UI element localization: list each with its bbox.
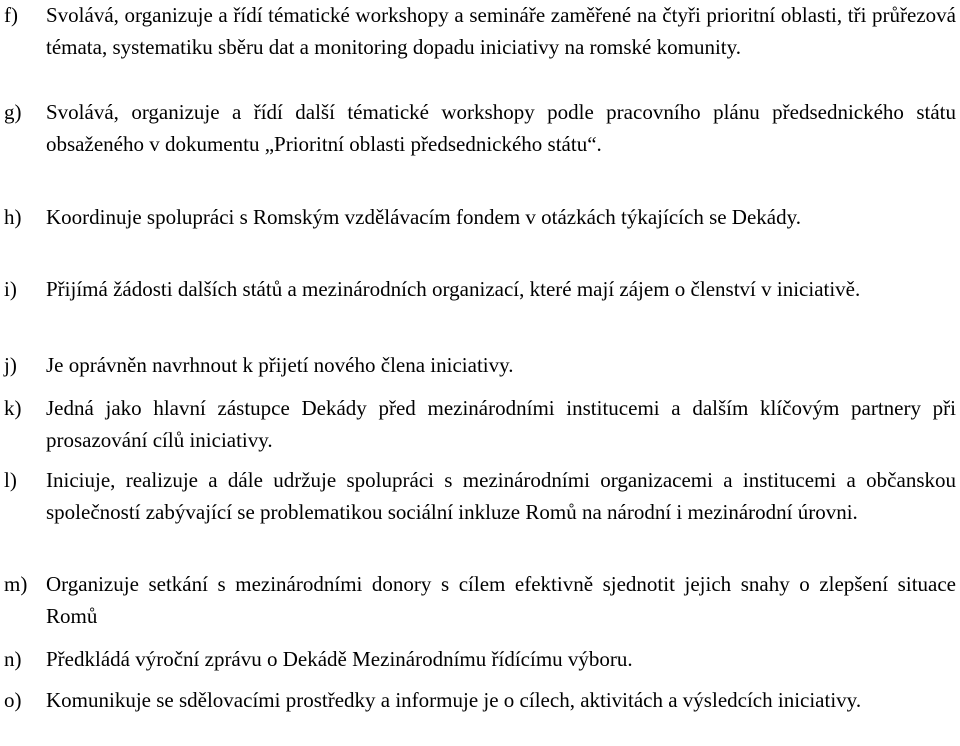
list-item <box>4 0 956 63</box>
list-item-text: Přijímá žádosti dalších států a mezinárodních organizací, které mají zájem o členství v iniciativě. <box>46 277 861 301</box>
list-item-marker: h) <box>4 205 22 229</box>
list-item-marker: o) <box>4 688 22 712</box>
list-item <box>4 464 956 528</box>
list-item-text: Iniciuje, realizuje a dále udržuje spolupráci s mezinárodními organizacemi a institucemi a občanskou společností zabývající se problematikou sociální inkluze Romů na národní i mezinárodní úrovni. <box>46 468 956 524</box>
list-item-marker: f) <box>4 3 18 27</box>
list-item <box>4 96 956 160</box>
list-item-text: Je oprávněn navrhnout k přijetí nového člena iniciativy. <box>46 353 514 377</box>
list-item <box>4 392 956 456</box>
list-item-marker: g) <box>4 100 22 124</box>
list-item-text: Jedná jako hlavní zástupce Dekády před mezinárodními institucemi a dalším klíčovým partnery při prosazování cílů iniciativy. <box>46 396 956 452</box>
list-item <box>4 201 956 233</box>
list-item-marker: j) <box>4 353 17 377</box>
list-item-marker: l) <box>4 468 17 492</box>
list-item-marker: m) <box>4 572 28 596</box>
list-item <box>4 568 956 632</box>
list-item-text: Svolává, organizuje a řídí další tématické workshopy podle pracovního plánu předsednického státu obsaženého v dokumentu „Prioritní oblasti předsednického státu“. <box>46 100 956 156</box>
list-item <box>4 349 956 381</box>
list-item-marker: i) <box>4 277 17 301</box>
list-item <box>4 273 956 305</box>
list-item-text: Svolává, organizuje a řídí tématické workshopy a semináře zaměřené na čtyři prioritní oblasti, tři průřezová témata, systematiku sběru dat a monitoring dopadu iniciativy na romské komunity. <box>46 3 956 59</box>
list-item-text: Organizuje setkání s mezinárodními donory s cílem efektivně sjednotit jejich snahy o zlepšení situace Romů <box>46 572 956 628</box>
list-item-text: Koordinuje spolupráci s Romským vzdělávacím fondem v otázkách týkajících se Dekády. <box>46 205 802 229</box>
list-item-text: Předkládá výroční zprávu o Dekádě Mezinárodnímu řídícímu výboru. <box>46 647 633 671</box>
list-item <box>4 643 956 675</box>
list-item <box>4 684 956 716</box>
list-item-text: Komunikuje se sdělovacími prostředky a informuje je o cílech, aktivitách a výsledcích iniciativy. <box>46 688 862 712</box>
list-item-marker: n) <box>4 647 22 671</box>
list-item-marker: k) <box>4 396 22 420</box>
